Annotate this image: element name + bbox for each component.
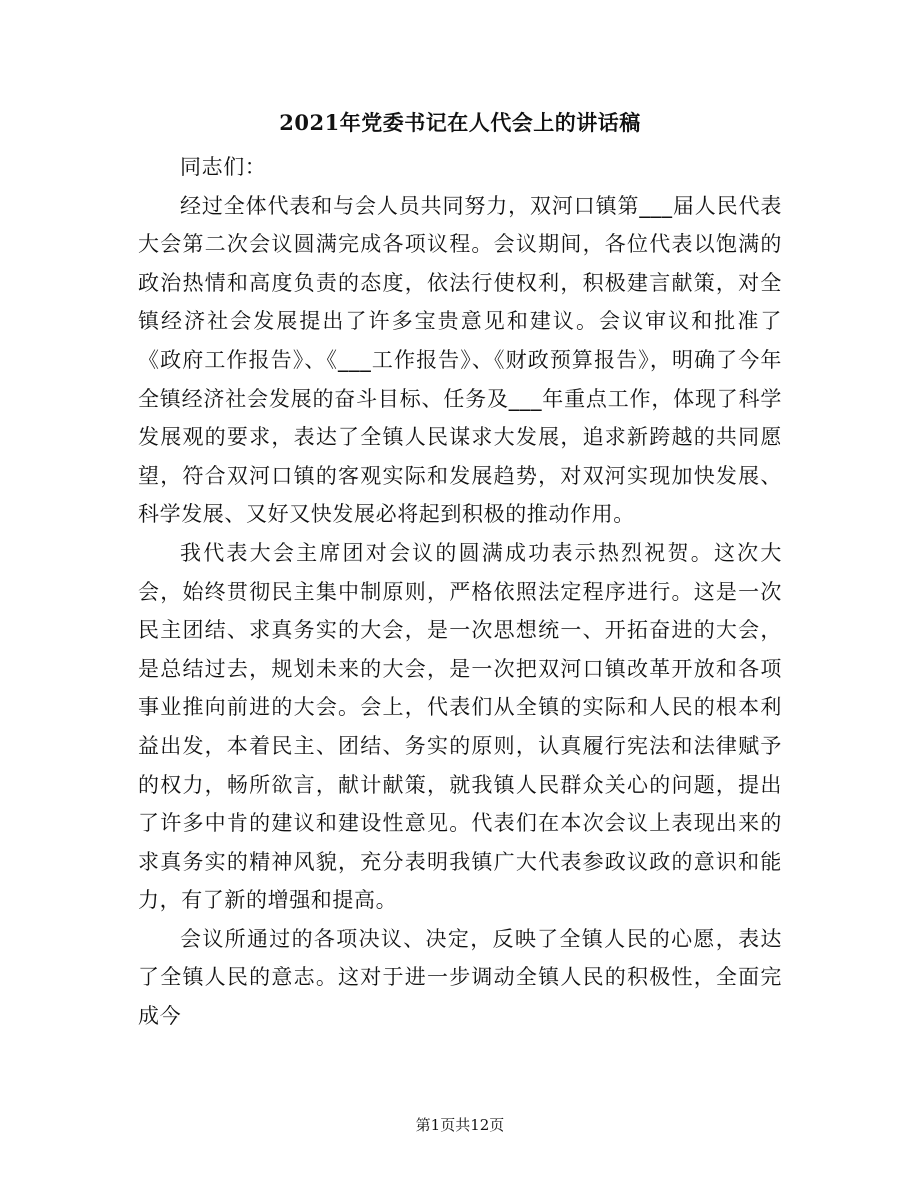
- page-number-footer: 第1页共12页: [415, 1116, 505, 1134]
- paragraph-1: 经过全体代表和与会人员共同努力，双河口镇第___届人民代表大会第二次会议圆满完成各项议程。会议期间，各位代表以饱满的政治热情和高度负责的态度，依法行使权利，积极建言献策，对全镇经济社会发展提出了许多宝贵意见和建议。会议审议和批准了《政府工作报告》、《___工作报告》、《财政预算报告》，明确了今年全镇经济社会发展的奋斗目标、任务及___年重点工作，体现了科学发展观的要求，表达了全镇人民谋求大发展，追求新跨越的共同愿望，符合双河口镇的客观实际和发展趋势，对双河实现加快发展、科学发展、又好又快发展必将起到积极的推动作用。: [138, 193, 782, 527]
- document-body: [138, 148, 782, 1036]
- document-title: 2021年党委书记在人代会上的讲话稿: [279, 110, 641, 135]
- paragraph-3: 会议所通过的各项决议、决定，反映了全镇人民的心愿，表达了全镇人民的意志。这对于进一步调动全镇人民的积极性，全面完成今: [138, 926, 782, 1029]
- salutation: 同志们：: [180, 155, 267, 179]
- paragraph-2: 我代表大会主席团对会议的圆满成功表示热烈祝贺。这次大会，始终贯彻民主集中制原则，严格依照法定程序进行。这是一次民主团结、求真务实的大会，是一次思想统一、开拓奋进的大会，是总结过去，规划未来的大会，是一次把双河口镇改革开放和各项事业推向前进的大会。会上，代表们从全镇的实际和人民的根本利益出发，本着民主、团结、务实的原则，认真履行宪法和法律赋予的权力，畅所欲言，献计献策，就我镇人民群众关心的问题，提出了许多中肯的建议和建设性意见。代表们在本次会议上表现出来的求真务实的精神风貌，充分表明我镇广大代表参政议政的意识和能力，有了新的增强和提高。: [138, 540, 782, 913]
